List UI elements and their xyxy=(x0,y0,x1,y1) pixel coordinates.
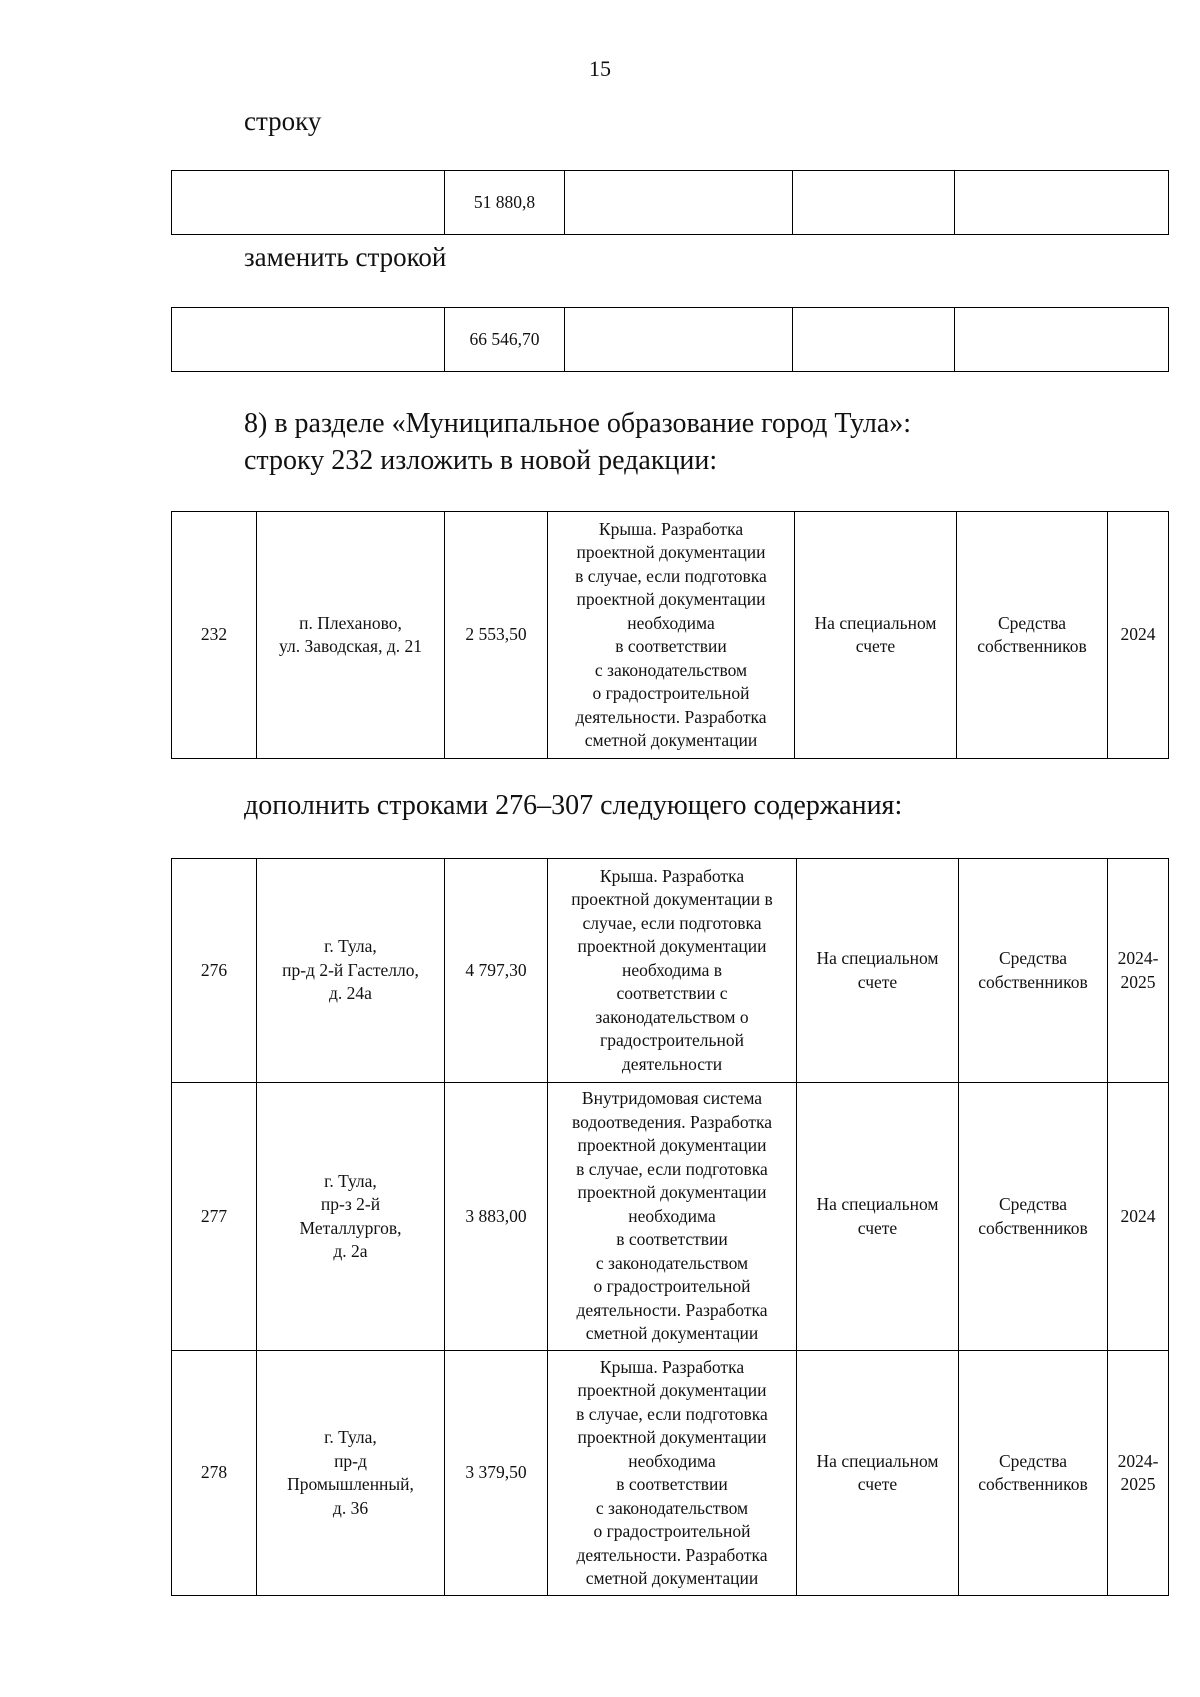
section-instruction: строку 232 изложить в новой редакции: xyxy=(244,445,718,476)
paragraph-line: заменить строкой xyxy=(244,242,447,272)
cell-source: Средства собственников xyxy=(959,1083,1108,1351)
cell-address xyxy=(172,171,445,235)
cell-address xyxy=(172,308,445,372)
cell-source xyxy=(955,308,1169,372)
cell-work: Крыша. Разработка проектной документации в случае, если подготовка проектной документации необходима в соответствии с законодательством о градостроительной деятельности. Разработка сметной документации xyxy=(548,1351,797,1596)
cell-method: На специальном счете xyxy=(797,859,959,1083)
cell-source xyxy=(955,171,1169,235)
section-heading: 8) в разделе «Муниципальное образование город Тула»: xyxy=(244,408,912,439)
cell-method xyxy=(793,171,955,235)
cell-sum: 66 546,70 xyxy=(445,308,565,372)
table-row xyxy=(172,859,1169,1083)
new-rows-table xyxy=(171,858,1169,1596)
table-row xyxy=(172,1083,1169,1351)
cell-method: На специальном счете xyxy=(797,1351,959,1596)
cell-source: Средства собственников xyxy=(957,512,1108,759)
old-row-table xyxy=(171,170,1169,235)
cell-sum: 4 797,30 xyxy=(445,859,548,1083)
cell-year: 2024 xyxy=(1108,1083,1169,1351)
cell-method: На специальном счете xyxy=(795,512,957,759)
cell-address: г. Тула, пр-д 2-й Гастелло, д. 24а xyxy=(257,859,445,1083)
cell-work: Внутридомовая система водоотведения. Разработка проектной документации в случае, если подготовка проектной документации необходима в соответствии с законодательством о градостроительной деятельности. Разработка сметной документации xyxy=(548,1083,797,1351)
cell-work: Крыша. Разработка проектной документации в случае, если подготовка проектной документации необходима в соответствии с законодательством о градостроительной деятельности. Разработка сметной документации xyxy=(548,512,795,759)
cell-address: г. Тула, пр-з 2-й Металлургов, д. 2а xyxy=(257,1083,445,1351)
cell-num: 276 xyxy=(172,859,257,1083)
cell-sum: 3 379,50 xyxy=(445,1351,548,1596)
cell-source: Средства собственников xyxy=(959,1351,1108,1596)
row-232-table xyxy=(171,511,1169,759)
cell-work xyxy=(565,171,793,235)
cell-address: г. Тула, пр-д Промышленный, д. 36 xyxy=(257,1351,445,1596)
cell-num: 277 xyxy=(172,1083,257,1351)
cell-year: 2024- 2025 xyxy=(1108,859,1169,1083)
paragraph-line: дополнить строками 276–307 следующего содержания: xyxy=(244,790,903,821)
page-number: 15 xyxy=(589,56,611,81)
cell-method xyxy=(793,308,955,372)
cell-num: 278 xyxy=(172,1351,257,1596)
cell-work: Крыша. Разработка проектной документации в случае, если подготовка проектной документации необходима в соответствии с законодательством о градостроительной деятельности xyxy=(548,859,797,1083)
cell-year: 2024 xyxy=(1108,512,1169,759)
cell-sum: 2 553,50 xyxy=(445,512,548,759)
paragraph-line: строку xyxy=(244,106,322,136)
cell-source: Средства собственников xyxy=(959,859,1108,1083)
table-row xyxy=(172,512,1169,759)
table-row xyxy=(172,1351,1169,1596)
cell-year: 2024- 2025 xyxy=(1108,1351,1169,1596)
cell-sum: 51 880,8 xyxy=(445,171,565,235)
cell-address: п. Плеханово, ул. Заводская, д. 21 xyxy=(257,512,445,759)
cell-method: На специальном счете xyxy=(797,1083,959,1351)
cell-num: 232 xyxy=(172,512,257,759)
cell-sum: 3 883,00 xyxy=(445,1083,548,1351)
cell-work xyxy=(565,308,793,372)
new-row-table xyxy=(171,307,1169,372)
